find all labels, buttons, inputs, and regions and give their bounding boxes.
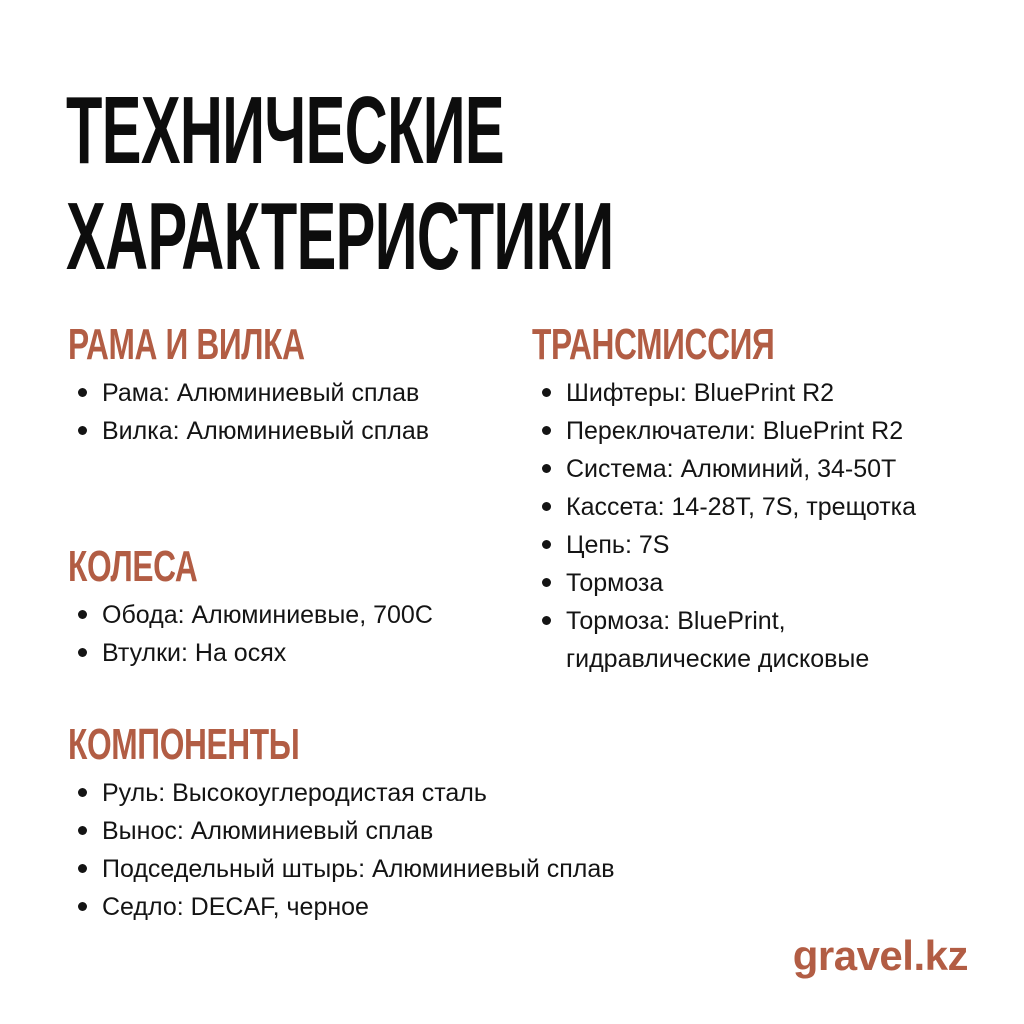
section-heading: КОМПОНЕНТЫ <box>68 720 300 769</box>
list-item: Цепь: 7S <box>532 526 946 564</box>
bullet-icon <box>542 578 551 587</box>
section-heading: ТРАНСМИССИЯ <box>532 320 775 369</box>
list-item: Переключатели: BluePrint R2 <box>532 412 946 450</box>
bullet-icon <box>78 610 87 619</box>
list-item: Обода: Алюминиевые, 700C <box>68 596 433 634</box>
spec-list <box>68 774 615 926</box>
list-item: Вилка: Алюминиевый сплав <box>68 412 429 450</box>
bullet-icon <box>78 864 87 873</box>
list-item: Кассета: 14-28T, 7S, трещотка <box>532 488 946 526</box>
bullet-icon <box>78 388 87 397</box>
page-title <box>66 78 614 290</box>
section-frame-fork <box>68 322 429 450</box>
spec-list <box>532 374 946 678</box>
title-line-2: ХАРАКТЕРИСТИКИ <box>66 183 614 290</box>
bullet-icon <box>542 540 551 549</box>
list-item: Система: Алюминий, 34-50T <box>532 450 946 488</box>
section-transmission <box>532 322 946 678</box>
list-item: Руль: Высокоуглеродистая сталь <box>68 774 615 812</box>
list-item: Седло: DECAF, черное <box>68 888 615 926</box>
title-line-1: ТЕХНИЧЕСКИЕ <box>66 77 505 184</box>
bullet-icon <box>542 388 551 397</box>
list-item: Рама: Алюминиевый сплав <box>68 374 429 412</box>
bullet-icon <box>78 648 87 657</box>
list-item: Втулки: На осях <box>68 634 433 672</box>
bullet-icon <box>542 502 551 511</box>
list-item: Вынос: Алюминиевый сплав <box>68 812 615 850</box>
list-item: Тормоза <box>532 564 946 602</box>
list-item: Тормоза: BluePrint, гидравлические дисковые <box>532 602 946 678</box>
bullet-icon <box>78 826 87 835</box>
bullet-icon <box>542 616 551 625</box>
bullet-icon <box>78 902 87 911</box>
bullet-icon <box>78 788 87 797</box>
brand-logo: gravel.kz <box>792 932 968 979</box>
spec-list <box>68 596 433 672</box>
bullet-icon <box>542 426 551 435</box>
bullet-icon <box>542 464 551 473</box>
bullet-icon <box>78 426 87 435</box>
section-components <box>68 722 615 926</box>
list-item: Шифтеры: BluePrint R2 <box>532 374 946 412</box>
section-heading: РАМА И ВИЛКА <box>68 320 305 369</box>
section-heading: КОЛЕСА <box>68 542 198 591</box>
section-wheels <box>68 544 433 672</box>
list-item: Подседельный штырь: Алюминиевый сплав <box>68 850 615 888</box>
spec-list <box>68 374 429 450</box>
